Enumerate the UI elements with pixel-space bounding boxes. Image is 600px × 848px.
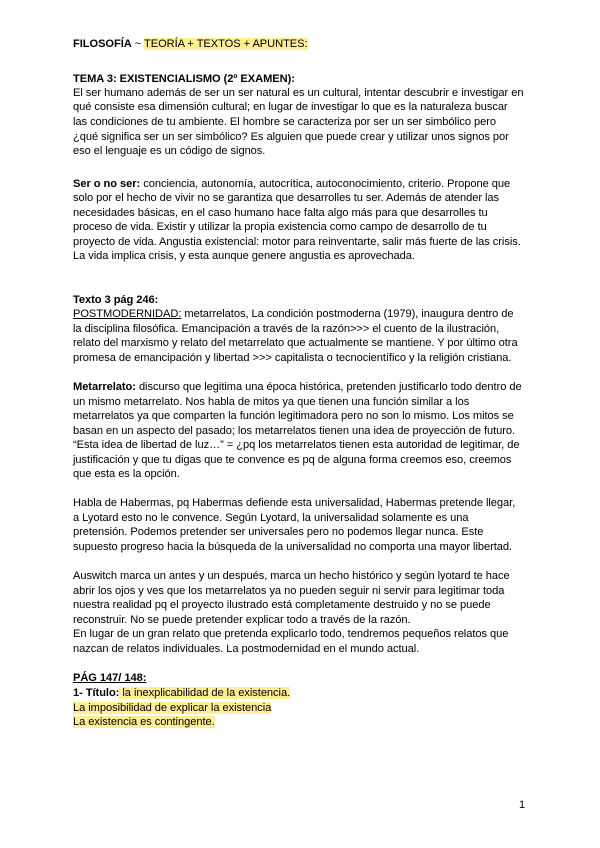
ser-line: La vida implica crisis, y esta aunque genere angustia es aprovechada.	[73, 250, 415, 262]
metarrelato-first-line	[73, 380, 522, 394]
tema-line: las condiciones de tu ambiente. El hombre se caracteriza por ser un ser simbólico pero	[73, 116, 497, 128]
habermas-line: a Lyotard esto no le convence. Según Lyotard, la universalidad solamente es una	[73, 512, 469, 524]
auswitch-line: reconstruir. No se puede pretender explicar todo a través de la razón.	[73, 614, 411, 626]
auswitch-line: nazcan de relatos individuales. La postmodernidad en el mundo actual.	[73, 643, 420, 655]
texto3-line: relato del marxismo y relato del metarrelato que actualmente se mantiene. Y por último otra	[73, 337, 518, 349]
texto3-heading: Texto 3 pág 246:	[73, 294, 159, 306]
pag-heading: PÁG 147/ 148:	[73, 672, 147, 684]
ser-label: Ser o no ser:	[73, 178, 141, 190]
habermas-line: pretensión. Podemos pretender ser universales pero no podemos llegar nunca. Este	[73, 526, 484, 538]
auswitch-line: En lugar de un gran relato que pretenda explicarlo todo, tendremos pequeños relatos que	[73, 628, 509, 640]
auswitch-line: nuestra realidad pq el proyecto ilustrado está completamente destruido y no se puede	[73, 599, 491, 611]
metarrelato-line: un mismo metarrelato. Nos habla de mitos ya que tienen una función similar a los	[73, 396, 470, 408]
ser-line: solo por el hecho de vivir no se garantiza que desarrolles tu ser. Además de atender las	[73, 192, 500, 204]
texto3-line: promesa de emancipación y libertad >>> capitalista o tecnocientífico y la religión cristiana.	[73, 352, 512, 364]
texto3-first-line	[73, 307, 514, 321]
ser-line: proyecto de vida. Angustia existencial: motor para reinventarte, salir más fuerte de las crisis.	[73, 236, 521, 248]
subject-title: FILOSOFÍA	[73, 38, 132, 50]
auswitch-line: abrir los ojos y ves que los metarrelatos ya no pueden seguir ni servir para legitimar toda	[73, 585, 505, 597]
pag-line-2	[73, 701, 271, 715]
tema-line: ¿qué significa ser un ser simbólico? Es alguien que puede crear y utilizar unos signos por	[73, 131, 509, 143]
auswitch-line: Auswitch marca un antes y un después, marca un hecho histórico y según lyotard te hace	[73, 570, 510, 582]
tema-line: eso el lenguaje es un código de signos.	[73, 145, 266, 157]
metarrelato-line: “Esta idea de libertad de luz…” = ¿pq los metarrelatos tienen esta autoridad de legitimar, de	[73, 439, 520, 451]
texto3-first-text: metarrelatos, La condición postmoderna (1979), inaugura dentro de	[181, 308, 514, 320]
tema-heading: TEMA 3: EXISTENCIALISMO (2º EXAMEN):	[73, 73, 295, 85]
ser-first-line	[73, 177, 510, 191]
tema-line: El ser humano además de ser un ser natural es un cultural, intentar descubrir e investigar en	[73, 87, 524, 99]
pag-item-label: 1- Título:	[73, 687, 120, 699]
metarrelato-line: basan en un aspecto del pasado; los metarrelatos tienen una idea de proyección de futuro.	[73, 425, 516, 437]
habermas-line: Habla de Habermas, pq Habermas defiende esta universalidad, Habermas pretende llegar,	[73, 497, 516, 509]
pag-line-2-text: La imposibilidad de explicar la existencia	[73, 702, 272, 714]
texto3-line: la disciplina filosófica. Emancipación a través de la razón>>> el cuento de la ilustración,	[73, 323, 500, 335]
pag-line-3	[73, 715, 215, 729]
habermas-line: supuesto progreso hacia la búsqueda de la universalidad no comporta una mayor libertad.	[73, 541, 513, 553]
ser-line: necesidades básicas, en el caso humano hace falta algo más para que desarrolles tu	[73, 207, 488, 219]
postmodernidad-label: POSTMODERNIDAD:	[73, 308, 182, 320]
metarrelato-label: Metarrelato:	[73, 381, 136, 393]
document-header	[73, 37, 308, 51]
metarrelato-first-text: discurso que legitima una época histórica, pretenden justificarlo todo dentro de	[135, 381, 522, 393]
pag-line-3-text: La existencia es contingente.	[73, 716, 215, 728]
metarrelato-line: metarrelatos ya que comparten la función legitimadora pero no son lo mismo. Los mitos se	[73, 410, 514, 422]
metarrelato-line: justificación y que tu digas que te convence es pq de alguna forma creemos eso, creemos	[73, 454, 512, 466]
metarrelato-line: que esta es la opción.	[73, 468, 180, 480]
header-topics: TEORÍA + TEXTOS + APUNTES:	[144, 38, 308, 50]
pag-item-title: la inexplicabilidad de la existencia.	[119, 687, 291, 699]
ser-first-text: conciencia, autonomía, autocrítica, autoconocimiento, criterio. Propone que	[140, 178, 511, 190]
page-number: 1	[519, 799, 526, 811]
tema-line: qué consiste esa dimensión cultural; en lugar de investigar lo que es la naturaleza buscar	[73, 101, 508, 113]
ser-line: proceso de vida. Existir y utilizar la propia existencia como campo de desarrollo de tu	[73, 221, 487, 233]
pag-item-line	[73, 686, 290, 700]
header-separator: ~	[131, 38, 145, 50]
